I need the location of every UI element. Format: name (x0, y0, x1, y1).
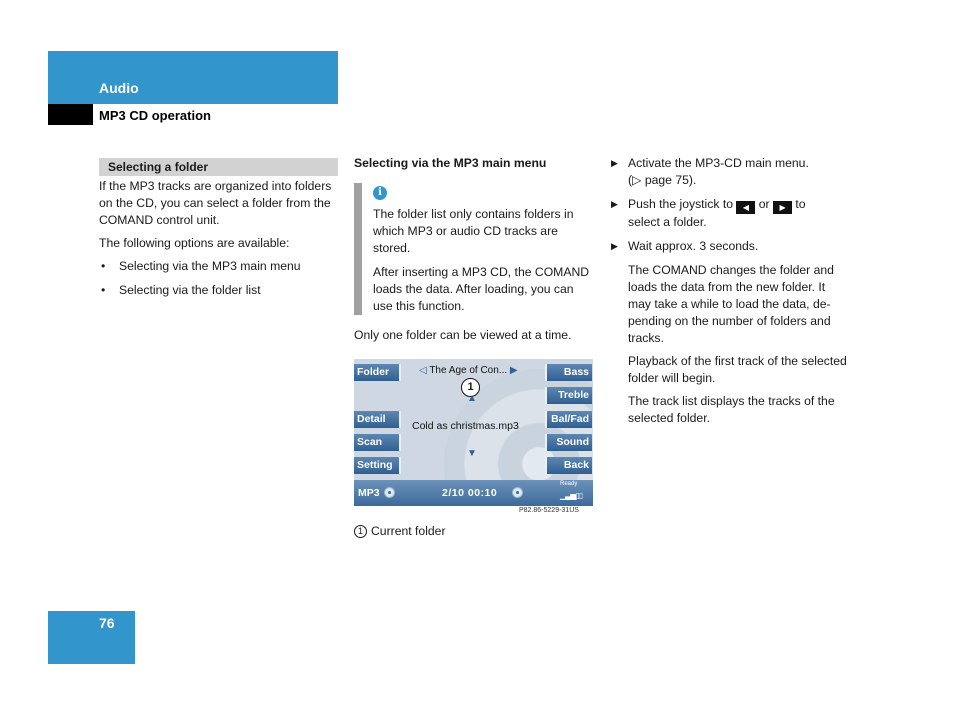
header-band (48, 51, 338, 104)
column-middle (354, 155, 594, 344)
note-paragraph: The folder list only contains folders in which MP3 or audio CD tracks are stored. (373, 206, 574, 255)
signal-icon: ▁▃▅▯▯ (560, 491, 583, 500)
detail-button: Detail (354, 411, 401, 428)
subsection-heading: Selecting via the MP3 main menu (354, 156, 547, 170)
step-item (611, 238, 851, 255)
section-subtitle: MP3 CD operation (99, 108, 211, 123)
step-text: Wait approx. 3 seconds. (628, 239, 759, 253)
scan-button: Scan (354, 434, 401, 451)
right-key-icon: ▶ (773, 201, 792, 214)
callout-marker: 1 (461, 378, 480, 397)
setting-button: Setting (354, 457, 401, 474)
result-paragraph: The COMAND changes the folder and loads the data from the new folder. It may take a while to load the data, de-pending on the number of folders and tracks. (628, 263, 834, 345)
column-left (99, 158, 339, 306)
step-item (611, 155, 851, 189)
disc-icon (512, 487, 523, 498)
folder-name: The Age of Con... (429, 365, 508, 376)
result-paragraph: The track list displays the tracks of the selected folder. (628, 394, 835, 425)
header-black-tab (48, 104, 93, 125)
ready-label: Ready (560, 481, 578, 487)
bullet-item: • Selecting via the MP3 main menu (99, 258, 339, 275)
step-text: or (758, 197, 770, 211)
step-arrow-icon: ▶ (611, 199, 618, 209)
comand-screen-image (354, 359, 593, 506)
page-reference: (▷ page 75). (628, 173, 697, 187)
down-arrow-icon: ▼ (467, 448, 477, 459)
page-number-box (48, 611, 135, 664)
folder-selector (419, 365, 518, 376)
status-bar (354, 480, 593, 506)
step-arrow-icon: ▶ (611, 158, 618, 168)
one-folder-text: Only one folder can be viewed at a time. (354, 327, 572, 342)
right-arrow-icon: ▶ (509, 365, 518, 376)
info-note (354, 183, 594, 315)
info-icon: i (373, 186, 387, 200)
bass-button: Bass (545, 364, 592, 381)
step-text: Activate the MP3-CD main menu. (628, 156, 809, 170)
step-arrow-icon: ▶ (611, 241, 618, 251)
caption-number: 1 (354, 525, 367, 538)
step-text: to (795, 197, 806, 211)
sound-button: Sound (545, 434, 592, 451)
column-right (611, 155, 851, 433)
track-time: 2/10 00:10 (442, 487, 498, 499)
note-paragraph: After inserting a MP3 CD, the COMAND loads the data. After loading, you can use this function. (373, 264, 590, 313)
note-bar (354, 183, 362, 315)
image-caption (354, 523, 446, 540)
left-key-icon: ◀ (736, 201, 755, 214)
left-arrow-icon: ◁ (419, 365, 427, 376)
intro-paragraph: If the MP3 tracks are organized into folders on the CD, you can select a folder from the COMAND control unit. (99, 179, 332, 227)
chapter-title: Audio (99, 80, 139, 96)
treble-button: Treble (545, 387, 592, 404)
up-arrow-icon: ▲ (467, 393, 477, 404)
back-button: Back (545, 457, 592, 474)
disc-icon (384, 487, 395, 498)
section-heading-bar: Selecting a folder (99, 158, 338, 176)
image-code: P82.86-5229-31US (519, 507, 579, 514)
result-paragraph: Playback of the first track of the selected folder will begin. (628, 354, 847, 385)
track-name: Cold as christmas.mp3 (412, 420, 519, 432)
bal-fad-button: Bal/Fad (545, 411, 592, 428)
step-text: select a folder. (628, 215, 707, 229)
bullet-item: • Selecting via the folder list (99, 282, 339, 299)
folder-button: Folder (354, 364, 401, 381)
options-intro: The following options are available: (99, 236, 290, 250)
step-item (611, 196, 851, 231)
caption-text: Current folder (371, 524, 446, 538)
mode-label: MP3 (358, 487, 380, 499)
step-text: Push the joystick to (628, 197, 733, 211)
page-number: 76 (99, 615, 115, 631)
